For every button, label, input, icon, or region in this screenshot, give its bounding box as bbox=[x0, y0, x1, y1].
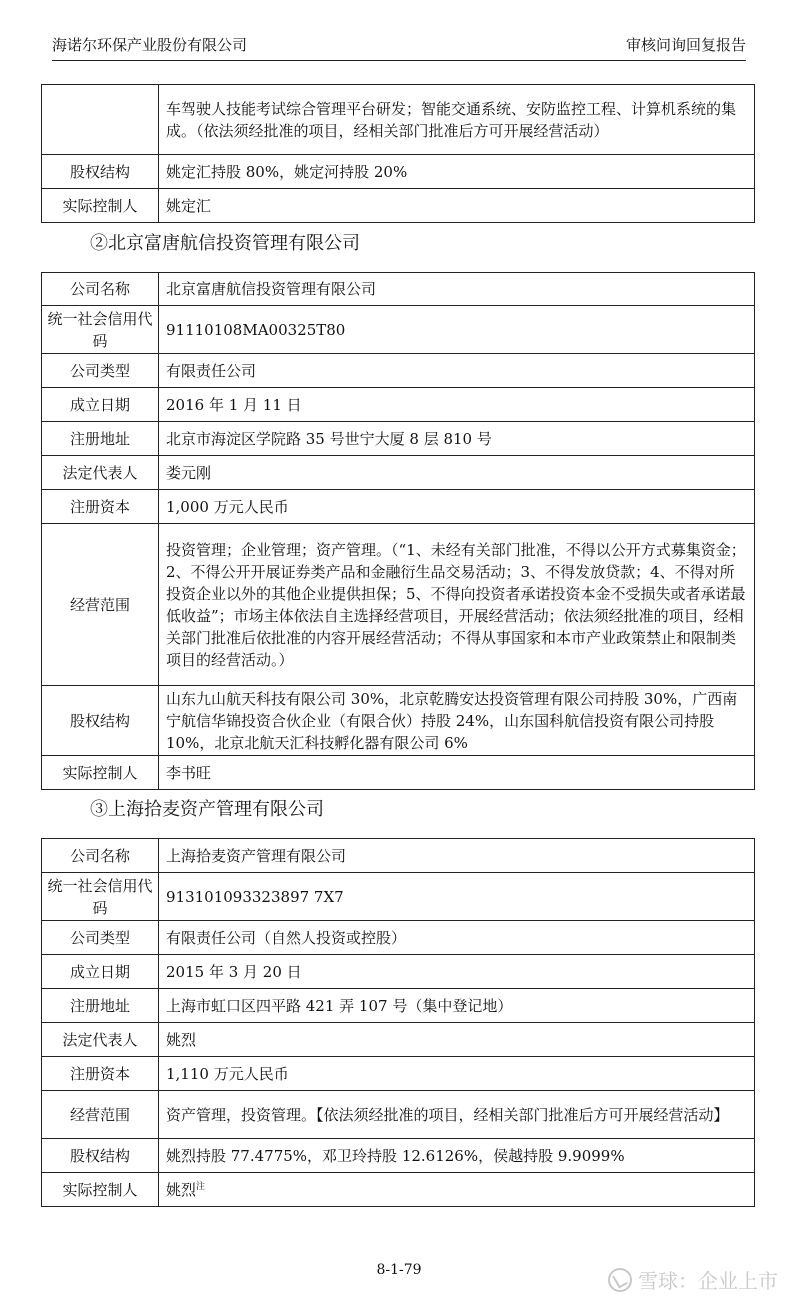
table-row bbox=[42, 921, 755, 955]
table-value: 上海拾麦资产管理有限公司 bbox=[159, 839, 755, 873]
table-row bbox=[42, 686, 755, 756]
table-key: 成立日期 bbox=[42, 955, 159, 989]
table-row bbox=[42, 756, 755, 790]
table-value: 姚定汇 bbox=[159, 189, 755, 223]
table-key: 实际控制人 bbox=[42, 189, 159, 223]
table-value: 山东九山航天科技有限公司 30%，北京乾腾安达投资管理有限公司持股 30%，广西南宁航信华锦投资合伙企业（有限合伙）持股 24%，山东国科航信投资有限公司持股 10%，北京北航天汇科技孵化器有限公司 6% bbox=[159, 686, 755, 756]
table-key: 公司名称 bbox=[42, 839, 159, 873]
table-key: 经营范围 bbox=[42, 524, 159, 686]
table-key: 公司类型 bbox=[42, 921, 159, 955]
table-key: 法定代表人 bbox=[42, 1023, 159, 1057]
table-value: 投资管理；企业管理；资产管理。（“1、未经有关部门批准，不得以公开方式募集资金；2、不得公开开展证券类产品和金融衍生品交易活动；3、不得发放贷款；4、不得对所投资企业以外的其他企业提供担保；5、不得向投资者承诺投资本金不受损失或者承诺最低收益”；市场主体依法自主选择经营项目，开展经营活动；依法须经批准的项目，经相关部门批准后依批准的内容开展经营活动；不得从事国家和本市产业政策禁止和限制类项目的经营活动。） bbox=[159, 524, 755, 686]
table-row bbox=[42, 388, 755, 422]
table-value bbox=[159, 1173, 755, 1207]
table-row bbox=[42, 1091, 755, 1139]
table-value: 1,110 万元人民币 bbox=[159, 1057, 755, 1091]
table-row bbox=[42, 955, 755, 989]
page-header bbox=[52, 32, 746, 61]
watermark-text: 雪球：企业上市 bbox=[638, 1269, 778, 1293]
table-key: 注册资本 bbox=[42, 490, 159, 524]
table-key: 实际控制人 bbox=[42, 756, 159, 790]
table-key: 注册地址 bbox=[42, 989, 159, 1023]
table-key: 法定代表人 bbox=[42, 456, 159, 490]
table-row bbox=[42, 1173, 755, 1207]
table-row bbox=[42, 306, 755, 354]
table-value: 姚烈持股 77.4775%，邓卫玲持股 12.6126%，侯越持股 9.9099% bbox=[159, 1139, 755, 1173]
section-title-2: ②北京富唐航信投资管理有限公司 bbox=[90, 233, 360, 254]
report-title-header: 审核问询回复报告 bbox=[625, 36, 746, 54]
table-key: 注册地址 bbox=[42, 422, 159, 456]
table-value: 北京市海淀区学院路 35 号世宁大厦 8 层 810 号 bbox=[159, 422, 755, 456]
table-value: 车驾驶人技能考试综合管理平台研发；智能交通系统、安防监控工程、计算机系统的集成。（依法须经批准的项目，经相关部门批准后方可开展经营活动） bbox=[159, 85, 755, 155]
snowball-logo-icon bbox=[608, 1268, 632, 1292]
table-row bbox=[42, 273, 755, 306]
table-value: 有限责任公司（自然人投资或控股） bbox=[159, 921, 755, 955]
table-row bbox=[42, 456, 755, 490]
watermark bbox=[608, 1265, 778, 1294]
table-key: 公司名称 bbox=[42, 273, 159, 306]
table-row bbox=[42, 1057, 755, 1091]
table-top-continuation bbox=[41, 84, 755, 223]
table-key: 注册资本 bbox=[42, 1057, 159, 1091]
table-key: 股权结构 bbox=[42, 686, 159, 756]
table-key bbox=[42, 85, 159, 155]
table-row bbox=[42, 422, 755, 456]
table-key: 股权结构 bbox=[42, 155, 159, 189]
controller-name: 姚烈 bbox=[166, 1180, 197, 1199]
table-row bbox=[42, 189, 755, 223]
table-row bbox=[42, 989, 755, 1023]
table-row bbox=[42, 1139, 755, 1173]
table-key: 公司类型 bbox=[42, 354, 159, 388]
table-value: 2015 年 3 月 20 日 bbox=[159, 955, 755, 989]
table-row bbox=[42, 873, 755, 921]
table-row bbox=[42, 85, 755, 155]
table-row bbox=[42, 1023, 755, 1057]
table-value: 姚定汇持股 80%，姚定河持股 20% bbox=[159, 155, 755, 189]
table-value: 娄元刚 bbox=[159, 456, 755, 490]
table-value: 姚烈 bbox=[159, 1023, 755, 1057]
table-value: 李书旺 bbox=[159, 756, 755, 790]
table-key: 成立日期 bbox=[42, 388, 159, 422]
table-key: 股权结构 bbox=[42, 1139, 159, 1173]
table-key: 统一社会信用代码 bbox=[42, 306, 159, 354]
footnote-marker: 注 bbox=[196, 1181, 206, 1192]
table-key: 经营范围 bbox=[42, 1091, 159, 1139]
table-section-2 bbox=[41, 272, 755, 790]
table-key: 实际控制人 bbox=[42, 1173, 159, 1207]
table-value: 2016 年 1 月 11 日 bbox=[159, 388, 755, 422]
table-value: 上海市虹口区四平路 421 弄 107 号（集中登记地） bbox=[159, 989, 755, 1023]
table-row bbox=[42, 155, 755, 189]
table-value: 1,000 万元人民币 bbox=[159, 490, 755, 524]
table-row bbox=[42, 839, 755, 873]
table-value: 913101093323897 7X7 bbox=[159, 873, 755, 921]
table-value: 北京富唐航信投资管理有限公司 bbox=[159, 273, 755, 306]
table-section-3 bbox=[41, 838, 755, 1207]
table-row bbox=[42, 490, 755, 524]
table-value: 有限责任公司 bbox=[159, 354, 755, 388]
company-name-header: 海诺尔环保产业股份有限公司 bbox=[52, 36, 248, 54]
table-value: 资产管理，投资管理。【依法须经批准的项目，经相关部门批准后方可开展经营活动】 bbox=[159, 1091, 755, 1139]
page-number: 8-1-79 bbox=[376, 1262, 422, 1278]
table-row bbox=[42, 524, 755, 686]
table-key: 统一社会信用代码 bbox=[42, 873, 159, 921]
section-title-3: ③上海拾麦资产管理有限公司 bbox=[90, 799, 324, 820]
table-value: 91110108MA00325T80 bbox=[159, 306, 755, 354]
table-row bbox=[42, 354, 755, 388]
